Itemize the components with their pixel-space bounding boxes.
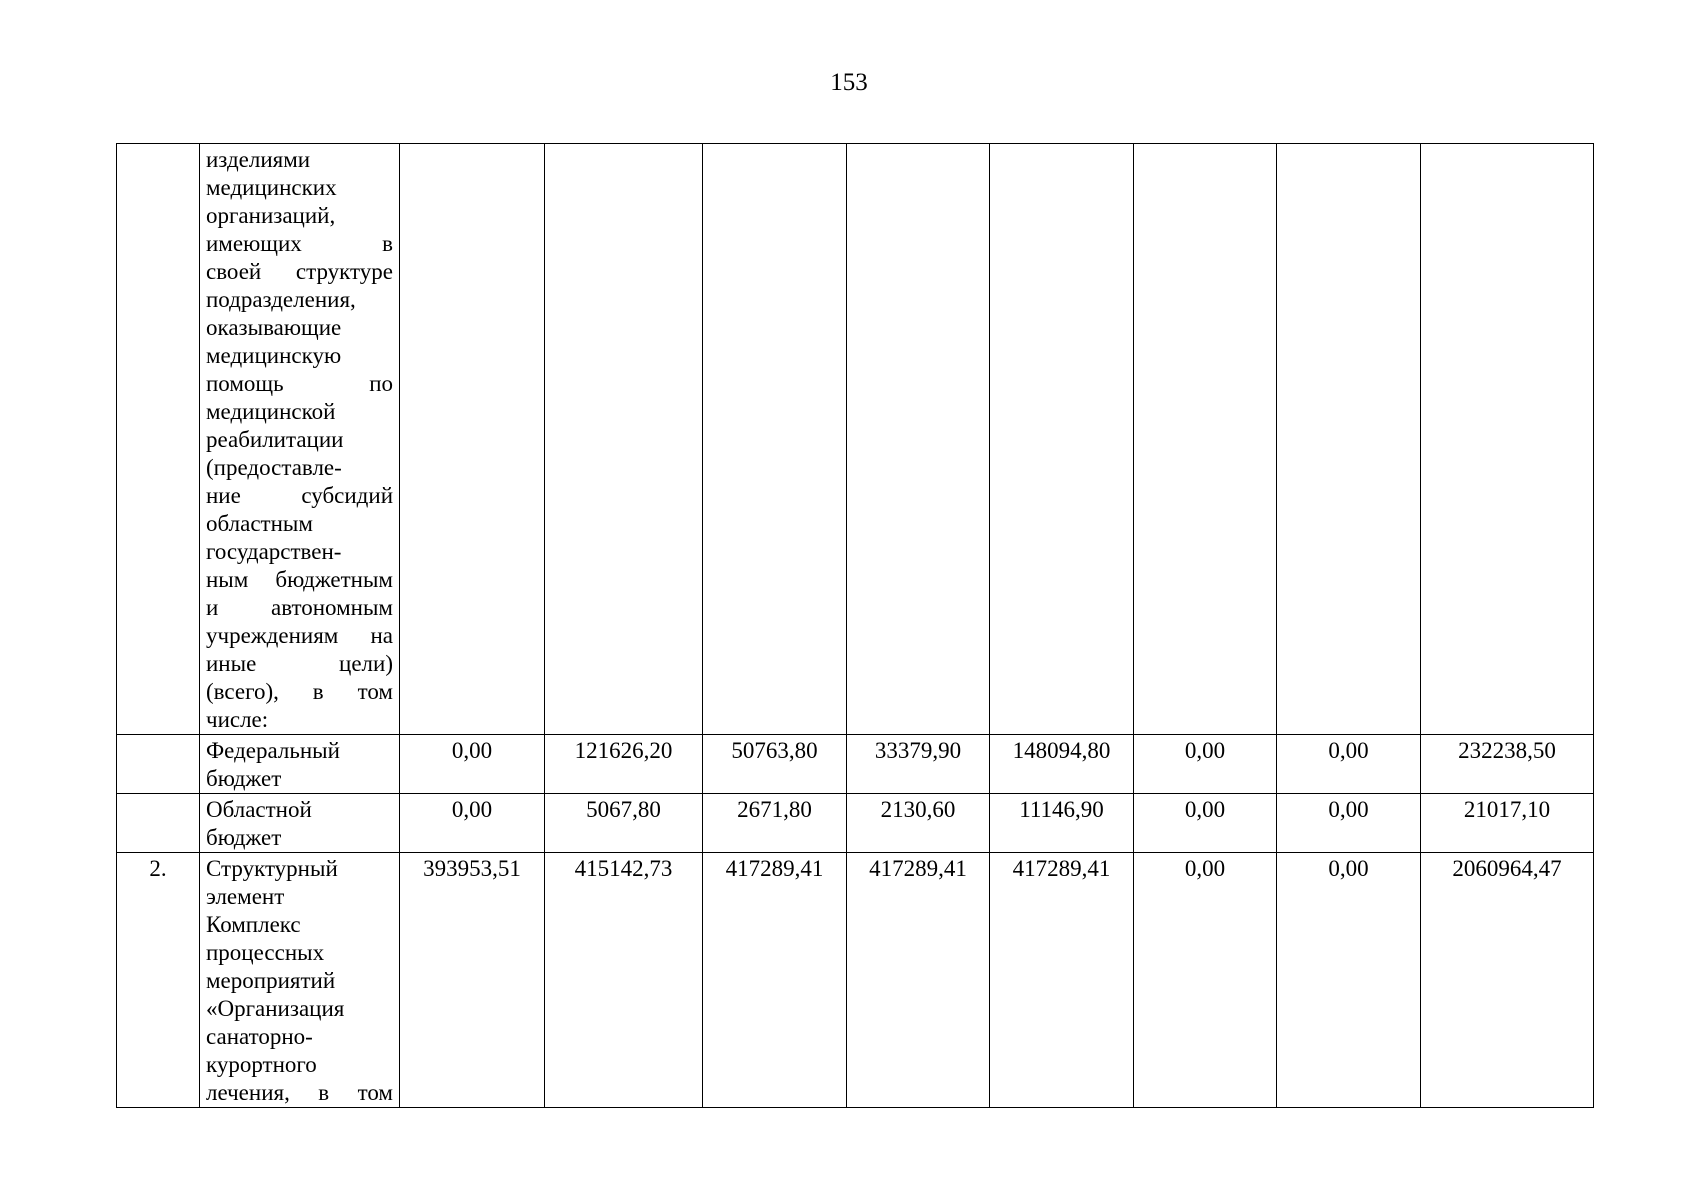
name-line: медицинских — [206, 175, 337, 200]
name-word: (всего), — [206, 679, 279, 704]
name-line: Комплекс — [206, 912, 301, 937]
name-line: медицинскую — [206, 343, 342, 368]
name-line: «Организация — [206, 996, 345, 1021]
name-word: ным — [206, 567, 249, 592]
name-line — [206, 622, 393, 650]
name-line — [206, 230, 393, 258]
name-word: иные — [206, 651, 257, 676]
name-word: том — [357, 679, 393, 704]
table-row — [117, 794, 1594, 853]
row-number: 2. — [117, 853, 200, 1108]
name-word: в — [318, 1080, 330, 1105]
table-row — [117, 144, 1594, 735]
name-line: областным — [206, 511, 313, 536]
name-line: медицинской — [206, 399, 336, 424]
name-line — [206, 1079, 393, 1107]
name-word: цели) — [339, 651, 393, 676]
name-line — [206, 566, 393, 594]
table-row — [117, 735, 1594, 794]
name-line: Областной — [206, 797, 312, 822]
value-cell: 50763,80 — [703, 735, 847, 794]
name-word: в — [382, 231, 393, 256]
value-cell: 21017,10 — [1421, 794, 1594, 853]
name-line: государствен- — [206, 539, 342, 564]
name-word: бюджетным — [275, 567, 393, 592]
name-line: Структурный — [206, 856, 338, 881]
value-cell: 417289,41 — [847, 853, 990, 1108]
name-line — [206, 594, 393, 622]
value-cell — [1421, 144, 1594, 735]
name-word: помощь — [206, 371, 284, 396]
name-word: имеющих — [206, 231, 302, 256]
value-cell: 393953,51 — [400, 853, 545, 1108]
value-cell: 2130,60 — [847, 794, 990, 853]
name-line — [206, 650, 393, 678]
value-cell: 33379,90 — [847, 735, 990, 794]
page-number: 153 — [830, 69, 868, 96]
value-cell — [1134, 144, 1277, 735]
table-row — [117, 853, 1594, 1108]
value-cell: 2671,80 — [703, 794, 847, 853]
value-cell: 232238,50 — [1421, 735, 1594, 794]
name-word: своей — [206, 259, 262, 284]
name-line: процессных — [206, 940, 325, 965]
value-cell: 417289,41 — [703, 853, 847, 1108]
name-line: элемент — [206, 884, 285, 909]
row-number — [117, 144, 200, 735]
name-line: мероприятий — [206, 968, 336, 993]
row-name — [200, 735, 400, 794]
value-cell: 5067,80 — [545, 794, 703, 853]
name-line: оказывающие — [206, 315, 342, 340]
name-word: автономным — [271, 595, 393, 620]
name-word: по — [369, 371, 393, 396]
name-line: (предоставле- — [206, 455, 342, 480]
row-number — [117, 735, 200, 794]
value-cell — [847, 144, 990, 735]
name-line: подразделения, — [206, 287, 356, 312]
row-number — [117, 794, 200, 853]
budget-table — [116, 143, 1594, 1108]
value-cell: 0,00 — [1277, 735, 1421, 794]
name-line — [206, 258, 393, 286]
value-cell — [703, 144, 847, 735]
value-cell: 0,00 — [1134, 735, 1277, 794]
row-name — [200, 853, 400, 1108]
name-line — [206, 482, 393, 510]
name-word: субсидий — [301, 483, 393, 508]
value-cell: 121626,20 — [545, 735, 703, 794]
name-word: и — [206, 595, 219, 620]
value-cell: 415142,73 — [545, 853, 703, 1108]
value-cell: 0,00 — [400, 735, 545, 794]
name-word: структуре — [295, 259, 393, 284]
value-cell: 0,00 — [400, 794, 545, 853]
name-line: числе: — [206, 707, 269, 732]
row-name — [200, 794, 400, 853]
name-word: учреждениям — [206, 623, 339, 648]
name-line: изделиями — [206, 147, 311, 172]
value-cell — [545, 144, 703, 735]
name-line: Федеральный — [206, 738, 340, 763]
name-line: бюджет — [206, 766, 282, 791]
name-line — [206, 678, 393, 706]
name-word: лечения, — [206, 1080, 290, 1105]
name-line: организаций, — [206, 203, 336, 228]
value-cell: 0,00 — [1134, 853, 1277, 1108]
value-cell: 11146,90 — [990, 794, 1134, 853]
value-cell — [400, 144, 545, 735]
name-word: ние — [206, 483, 241, 508]
value-cell: 148094,80 — [990, 735, 1134, 794]
name-line: реабилитации — [206, 427, 344, 452]
value-cell — [1277, 144, 1421, 735]
value-cell: 0,00 — [1134, 794, 1277, 853]
name-word: том — [357, 1080, 393, 1105]
name-line: бюджет — [206, 825, 282, 850]
name-line: курортного — [206, 1052, 317, 1077]
name-line: санаторно- — [206, 1024, 313, 1049]
value-cell: 0,00 — [1277, 853, 1421, 1108]
name-word: на — [370, 623, 393, 648]
name-line — [206, 370, 393, 398]
value-cell — [990, 144, 1134, 735]
value-cell: 2060964,47 — [1421, 853, 1594, 1108]
name-word: в — [312, 679, 324, 704]
row-name — [200, 144, 400, 735]
value-cell: 417289,41 — [990, 853, 1134, 1108]
value-cell: 0,00 — [1277, 794, 1421, 853]
